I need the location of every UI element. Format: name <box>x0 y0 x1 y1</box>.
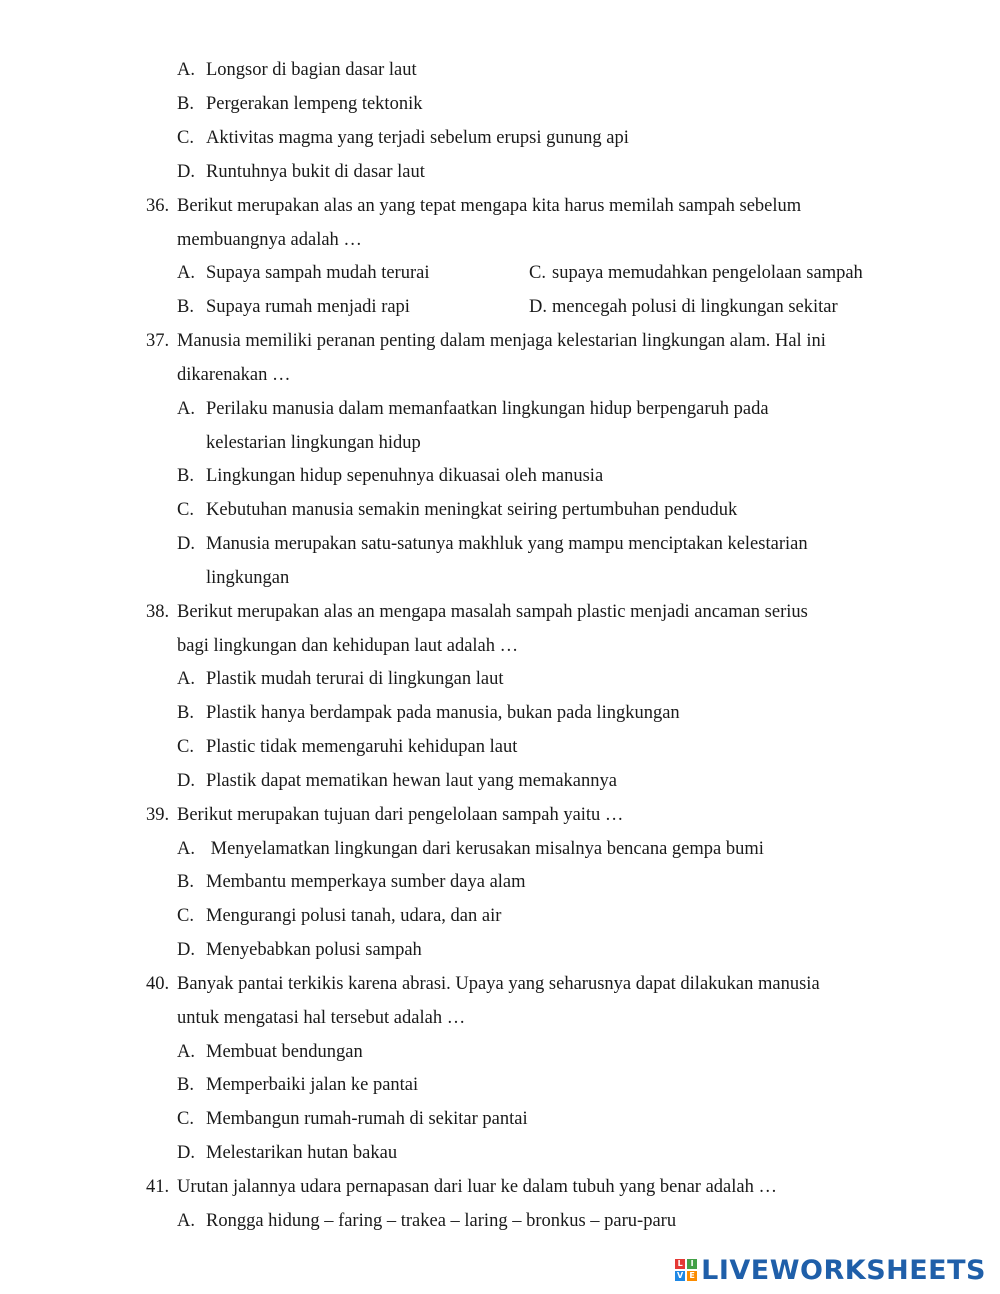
option-text: Membantu memperkaya sumber daya alam <box>206 872 526 892</box>
option-text: supaya memudahkan pengelolaan sampah <box>552 263 863 283</box>
question-text: Berikut merupakan alas an yang tepat mengapa kita harus memilah sampah sebelum <box>177 196 802 216</box>
option-label: C. <box>529 263 546 283</box>
option-text: Membangun rumah-rumah di sekitar pantai <box>206 1109 528 1129</box>
question-text: Banyak pantai terkikis karena abrasi. Upaya yang seharusnya dapat dilakukan manusia <box>177 974 820 994</box>
option-text: Kebutuhan manusia semakin meningkat seiring pertumbuhan penduduk <box>206 500 738 520</box>
question-number: 36. <box>146 196 170 216</box>
option-label: B. <box>177 872 194 892</box>
option-text: Plastik mudah terurai di lingkungan laut <box>206 669 504 689</box>
option-text: Perilaku manusia dalam memanfaatkan lingkungan hidup berpengaruh pada <box>206 399 769 419</box>
question-text: Urutan jalannya udara pernapasan dari luar ke dalam tubuh yang benar adalah … <box>177 1177 777 1197</box>
option-label: A. <box>177 263 195 283</box>
question-text: Manusia memiliki peranan penting dalam menjaga kelestarian lingkungan alam. Hal ini <box>177 331 826 351</box>
option-text: Memperbaiki jalan ke pantai <box>206 1075 419 1095</box>
brand-name: LIVEWORKSHEETS <box>701 1254 986 1286</box>
option-text: Supaya rumah menjadi rapi <box>206 297 410 317</box>
option-label: A. <box>177 669 195 689</box>
logo-tile: V <box>677 1271 684 1280</box>
option-text: Pergerakan lempeng tektonik <box>206 94 423 114</box>
option-text: Membuat bendungan <box>206 1042 363 1062</box>
option-label: B. <box>177 466 194 486</box>
option-label: D. <box>529 297 547 317</box>
option-text: Melestarikan hutan bakau <box>206 1143 398 1163</box>
question-number: 40. <box>146 974 170 994</box>
option-text: Plastik hanya berdampak pada manusia, bukan pada lingkungan <box>206 703 680 723</box>
option-label: D. <box>177 940 195 960</box>
option-label: A. <box>177 1042 195 1062</box>
logo-tile: I <box>687 1259 697 1269</box>
option-text: mencegah polusi di lingkungan sekitar <box>552 297 838 317</box>
option-label: B. <box>177 94 194 114</box>
option-label: D. <box>177 534 195 554</box>
logo-tile: E <box>687 1271 697 1281</box>
option-text: Runtuhnya bukit di dasar laut <box>206 162 425 182</box>
option-text: Lingkungan hidup sepenuhnya dikuasai oleh manusia <box>206 466 604 486</box>
option-label: D. <box>177 162 195 182</box>
option-text: Menyebabkan polusi sampah <box>206 940 422 960</box>
question-number: 38. <box>146 602 170 622</box>
option-text: Supaya sampah mudah terurai <box>206 263 430 283</box>
option-text: Rongga hidung – faring – trakea – laring – bronkus – paru-paru <box>206 1211 677 1231</box>
question-text: Berikut merupakan tujuan dari pengelolaan sampah yaitu … <box>177 805 624 825</box>
question-text-cont: dikarenakan … <box>177 365 291 385</box>
option-text: Plastik dapat mematikan hewan laut yang memakannya <box>206 771 617 791</box>
option-label: C. <box>177 500 194 520</box>
option-text: Plastic tidak memengaruhi kehidupan laut <box>206 737 518 757</box>
question-text-cont: bagi lingkungan dan kehidupan laut adalah … <box>177 636 519 656</box>
option-text: Menyelamatkan lingkungan dari kerusakan misalnya bencana gempa bumi <box>206 839 764 859</box>
option-label: A. <box>177 60 195 80</box>
question-text-cont: untuk mengatasi hal tersebut adalah … <box>177 1008 466 1028</box>
option-label: B. <box>177 297 194 317</box>
option-label: C. <box>177 128 194 148</box>
option-label: A. <box>177 1211 195 1231</box>
option-text: Manusia merupakan satu-satunya makhluk yang mampu menciptakan kelestarian <box>206 534 808 554</box>
liveworksheets-logo <box>675 1250 986 1290</box>
logo-tile: L <box>675 1259 685 1269</box>
option-text-cont: lingkungan <box>206 568 290 588</box>
option-label: B. <box>177 1075 194 1095</box>
option-label: A. <box>177 399 195 419</box>
option-label: C. <box>177 1109 194 1129</box>
option-label: C. <box>177 906 194 926</box>
option-text: Longsor di bagian dasar laut <box>206 60 417 80</box>
option-text-cont: kelestarian lingkungan hidup <box>206 433 421 453</box>
option-text: Mengurangi polusi tanah, udara, dan air <box>206 906 502 926</box>
option-label: B. <box>177 703 194 723</box>
question-number: 39. <box>146 805 170 825</box>
logo-tiles-icon <box>675 1259 697 1281</box>
option-label: D. <box>177 1143 195 1163</box>
option-text: Aktivitas magma yang terjadi sebelum erupsi gunung api <box>206 128 629 148</box>
option-label: A. <box>177 839 195 859</box>
question-number: 41. <box>146 1177 170 1197</box>
option-label: C. <box>177 737 194 757</box>
question-text-cont: membuangnya adalah … <box>177 230 362 250</box>
question-number: 37. <box>146 331 170 351</box>
option-label: D. <box>177 771 195 791</box>
question-text: Berikut merupakan alas an mengapa masalah sampah plastic menjadi ancaman serius <box>177 602 808 622</box>
